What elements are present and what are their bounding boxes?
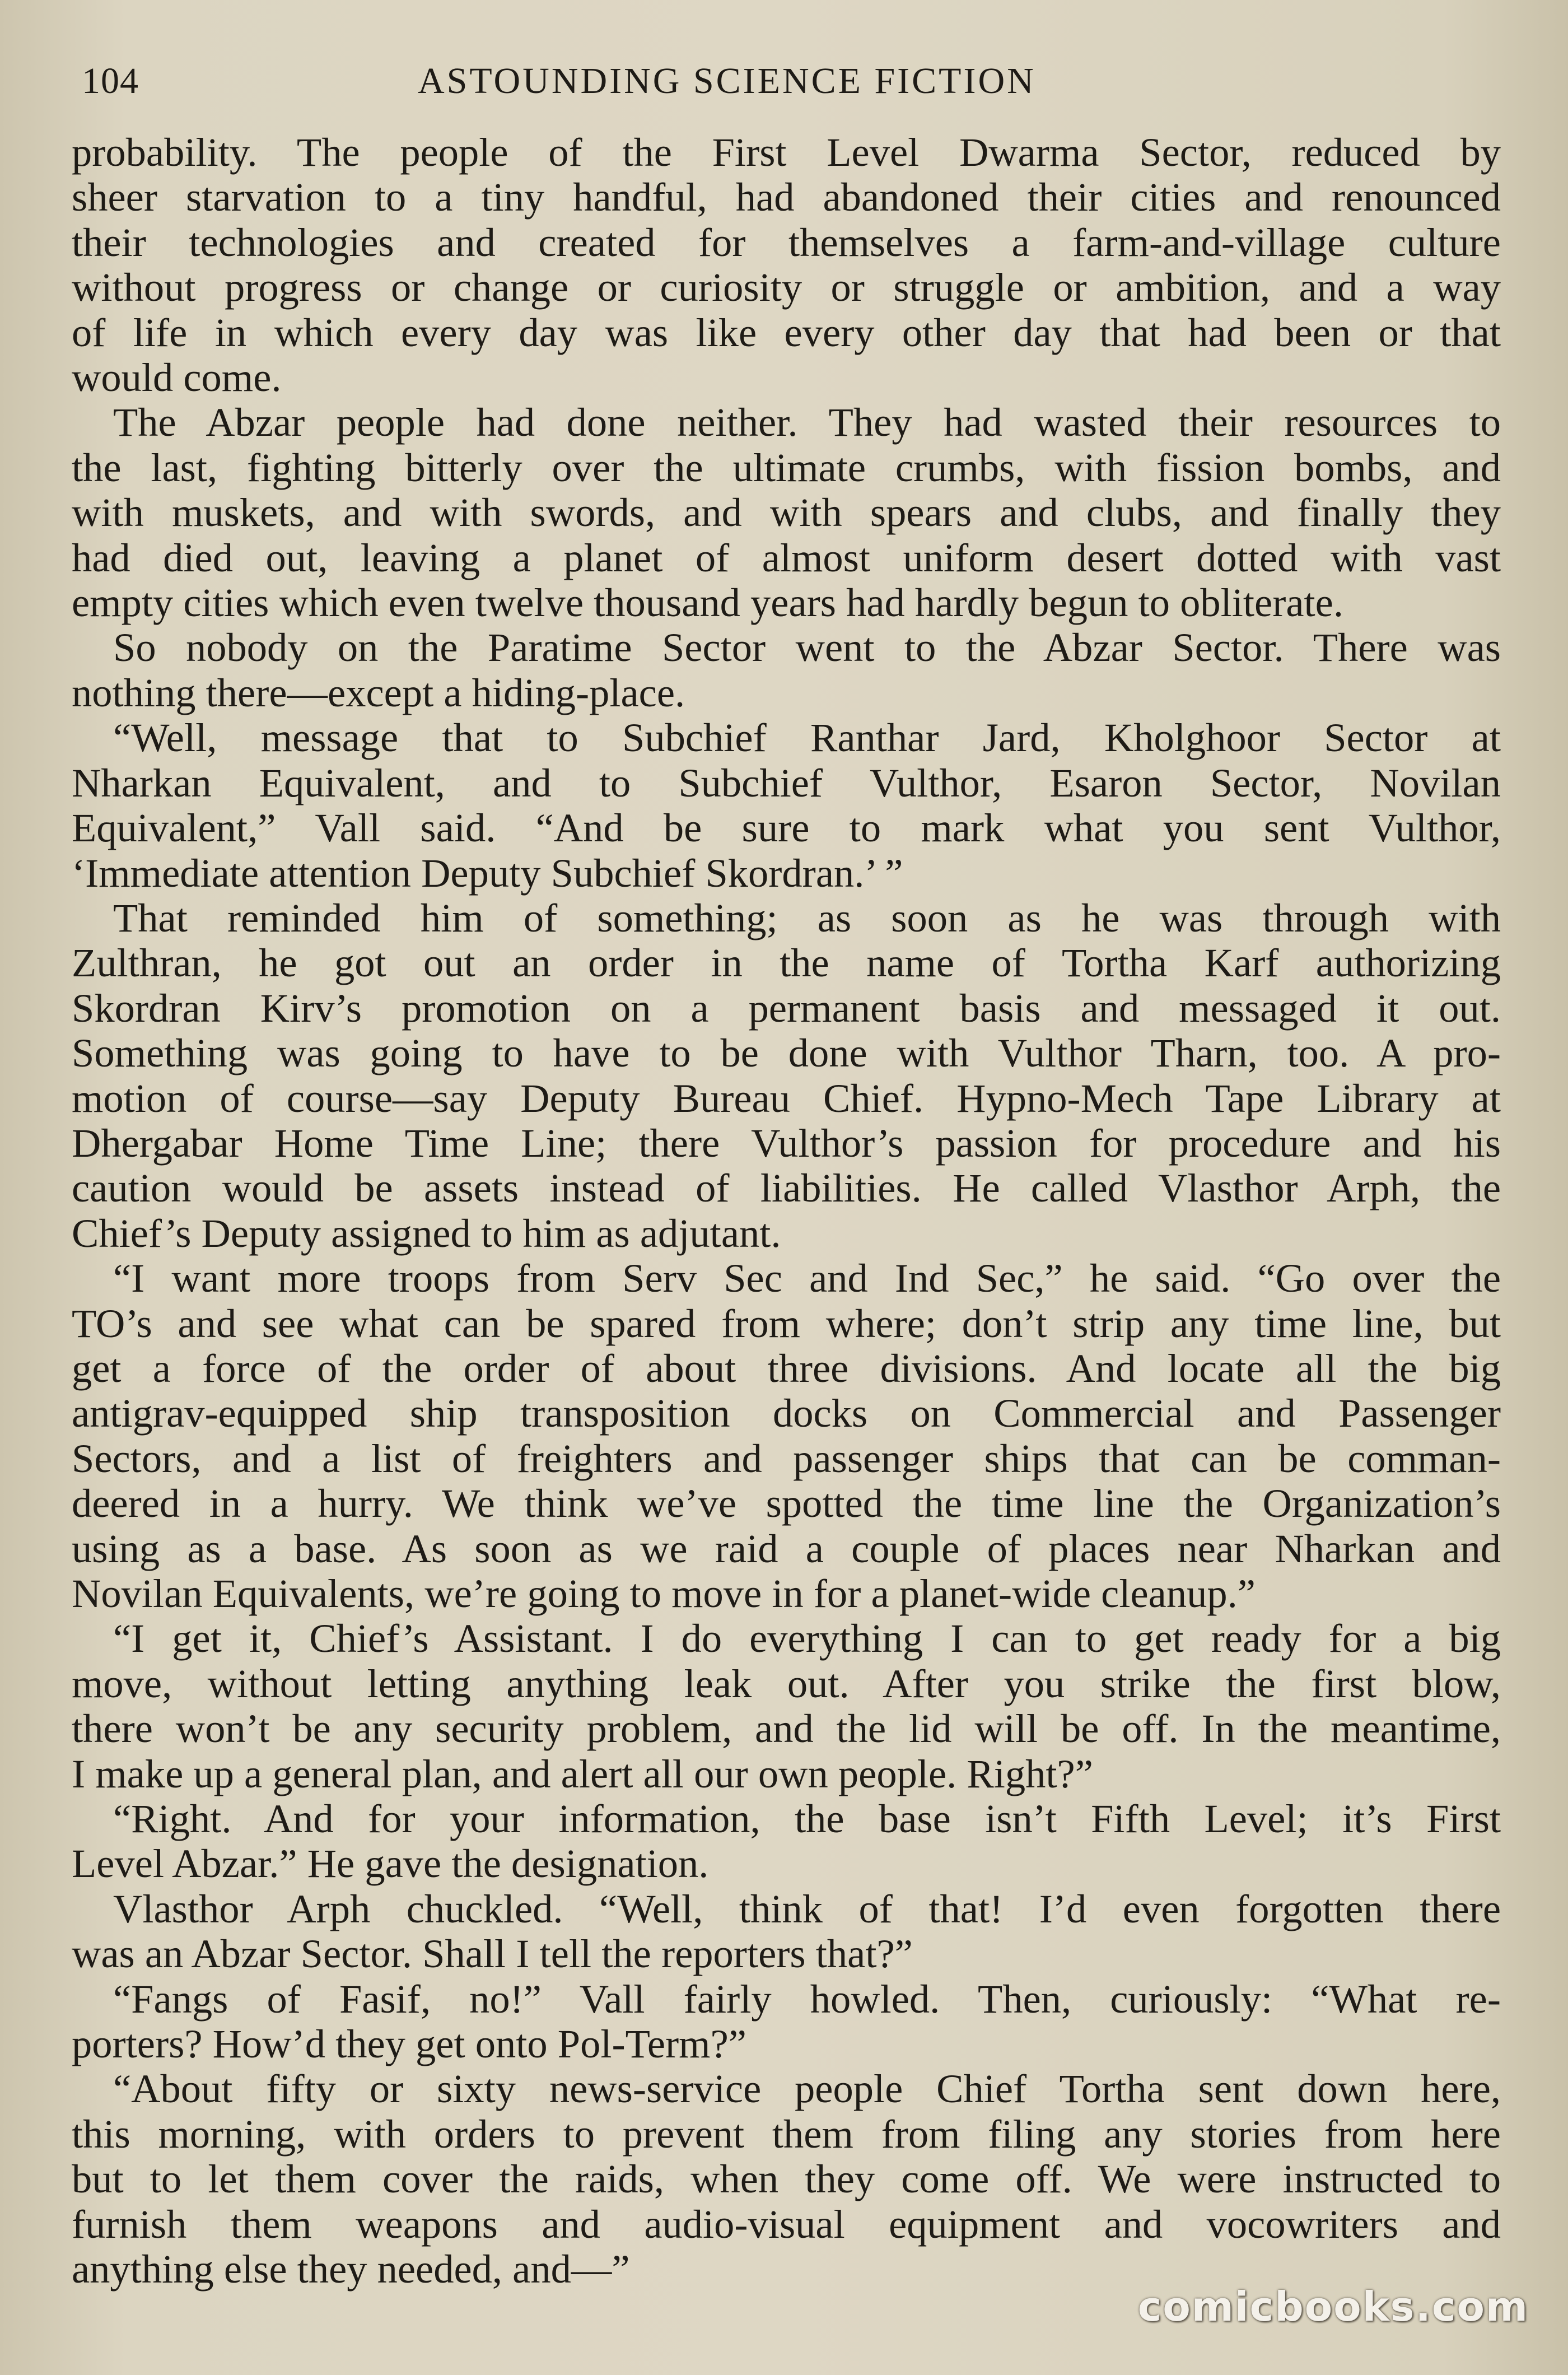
text-line: ‘Immediate attention Deputy Subchief Skordran.’ ”: [72, 850, 903, 896]
text-line: get a force of the order of about three divisions. And locate all the big: [72, 1345, 1501, 1391]
text-line: caution would be assets instead of liabilities. He called Vlasthor Arph, the: [72, 1165, 1501, 1211]
paragraph: [72, 896, 1501, 1256]
text-line: nothing there—except a hiding-place.: [72, 669, 685, 715]
text-line: this morning, with orders to prevent them from filing any stories from here: [72, 2111, 1501, 2157]
text-line: porters? How’d they get onto Pol-Term?”: [72, 2021, 746, 2067]
page-number: 104: [82, 60, 139, 101]
page-header: [82, 56, 1486, 106]
text-line: Zulthran, he got out an order in the name of Tortha Karf authorizing: [72, 940, 1501, 986]
paragraph: [72, 1616, 1501, 1796]
text-line: move, without letting anything leak out. After you strike the first blow,: [72, 1660, 1501, 1706]
text-line: Vlasthor Arph chuckled. “Well, think of that! I’d even forgotten there: [113, 1885, 1501, 1931]
text-line: using as a base. As soon as we raid a couple of places near Nharkan and: [72, 1525, 1501, 1571]
text-line: Skordran Kirv’s promotion on a permanent basis and messaged it out.: [72, 985, 1501, 1031]
text-line: Chief’s Deputy assigned to him as adjutant.: [72, 1210, 781, 1256]
paragraph: [72, 130, 1501, 400]
text-line: Dhergabar Home Time Line; there Vulthor’s passion for procedure and his: [72, 1120, 1501, 1166]
text-line: Something was going to have to be done with Vulthor Tharn, too. A pro-: [72, 1030, 1501, 1076]
body-text: [72, 130, 1501, 2292]
text-line: So nobody on the Paratime Sector went to the Abzar Sector. There was: [113, 625, 1501, 670]
text-line: Novilan Equivalents, we’re going to move in for a planet-wide cleanup.”: [72, 1571, 1256, 1616]
text-line: motion of course—say Deputy Bureau Chief. Hypno-Mech Tape Library at: [72, 1075, 1501, 1121]
text-line: “About fifty or sixty news-service people Chief Tortha sent down here,: [113, 2066, 1501, 2112]
paragraph: [72, 2066, 1501, 2292]
running-head: ASTOUNDING SCIENCE FICTION: [418, 60, 1036, 101]
paragraph: [72, 1796, 1501, 1887]
text-line: “I get it, Chief’s Assistant. I do everything I can to get ready for a big: [113, 1615, 1501, 1661]
text-line: anything else they needed, and—”: [72, 2246, 630, 2292]
text-line: there won’t be any security problem, and the lid will be off. In the meantime,: [72, 1706, 1501, 1752]
text-line: The Abzar people had done neither. They had wasted their resources to: [113, 399, 1501, 445]
text-line: TO’s and see what can be spared from where; don’t strip any time line, but: [72, 1300, 1501, 1346]
text-line: the last, fighting bitterly over the ultimate crumbs, with fission bombs, and: [72, 444, 1501, 490]
text-line: I make up a general plan, and alert all our own people. Right?”: [72, 1750, 1093, 1796]
text-line: That reminded him of something; as soon as he was through with: [113, 895, 1501, 940]
text-line: deered in a hurry. We think we’ve spotted the time line the Organization’s: [72, 1480, 1501, 1526]
paragraph: [72, 715, 1501, 896]
text-line: with muskets, and with swords, and with spears and clubs, and finally they: [72, 490, 1501, 535]
paragraph: [72, 625, 1501, 715]
text-line: probability. The people of the First Level Dwarma Sector, reduced by: [72, 129, 1501, 175]
text-line: Equivalent,” Vall said. “And be sure to mark what you sent Vulthor,: [72, 805, 1501, 851]
text-line: of life in which every day was like every other day that had been or that: [72, 309, 1501, 355]
text-line: but to let them cover the raids, when they come off. We were instructed to: [72, 2156, 1501, 2202]
text-line: Sectors, and a list of freighters and passenger ships that can be comman-: [72, 1435, 1501, 1481]
text-line: antigrav-equipped ship transposition docks on Commercial and Passenger: [72, 1390, 1501, 1436]
paragraph: [72, 1887, 1501, 1977]
text-line: would come.: [72, 355, 282, 401]
text-line: sheer starvation to a tiny handful, had abandoned their cities and renounced: [72, 174, 1501, 220]
text-line: furnish them weapons and audio-visual equipment and vocowriters and: [72, 2201, 1501, 2247]
text-line: “Well, message that to Subchief Ranthar Jard, Kholghoor Sector at: [113, 715, 1501, 761]
text-line: Level Abzar.” He gave the designation.: [72, 1841, 709, 1887]
paragraph: [72, 1977, 1501, 2067]
text-line: was an Abzar Sector. Shall I tell the reporters that?”: [72, 1931, 913, 1977]
text-line: “Right. And for your information, the base isn’t Fifth Level; it’s First: [113, 1796, 1501, 1842]
watermark: comicbooks.com: [1137, 2283, 1529, 2330]
text-line: Nharkan Equivalent, and to Subchief Vulthor, Esaron Sector, Novilan: [72, 760, 1501, 805]
text-line: “I want more troops from Serv Sec and Ind Sec,” he said. “Go over the: [113, 1255, 1501, 1301]
text-line: without progress or change or curiosity or struggle or ambition, and a way: [72, 264, 1501, 310]
text-line: had died out, leaving a planet of almost uniform desert dotted with vast: [72, 534, 1501, 580]
text-line: empty cities which even twelve thousand years had hardly begun to obliterate.: [72, 580, 1343, 626]
text-line: their technologies and created for themselves a farm-and-village culture: [72, 219, 1501, 265]
paragraph: [72, 400, 1501, 625]
paragraph: [72, 1256, 1501, 1616]
text-line: “Fangs of Fasif, no!” Vall fairly howled. Then, curiously: “What re-: [113, 1976, 1501, 2022]
